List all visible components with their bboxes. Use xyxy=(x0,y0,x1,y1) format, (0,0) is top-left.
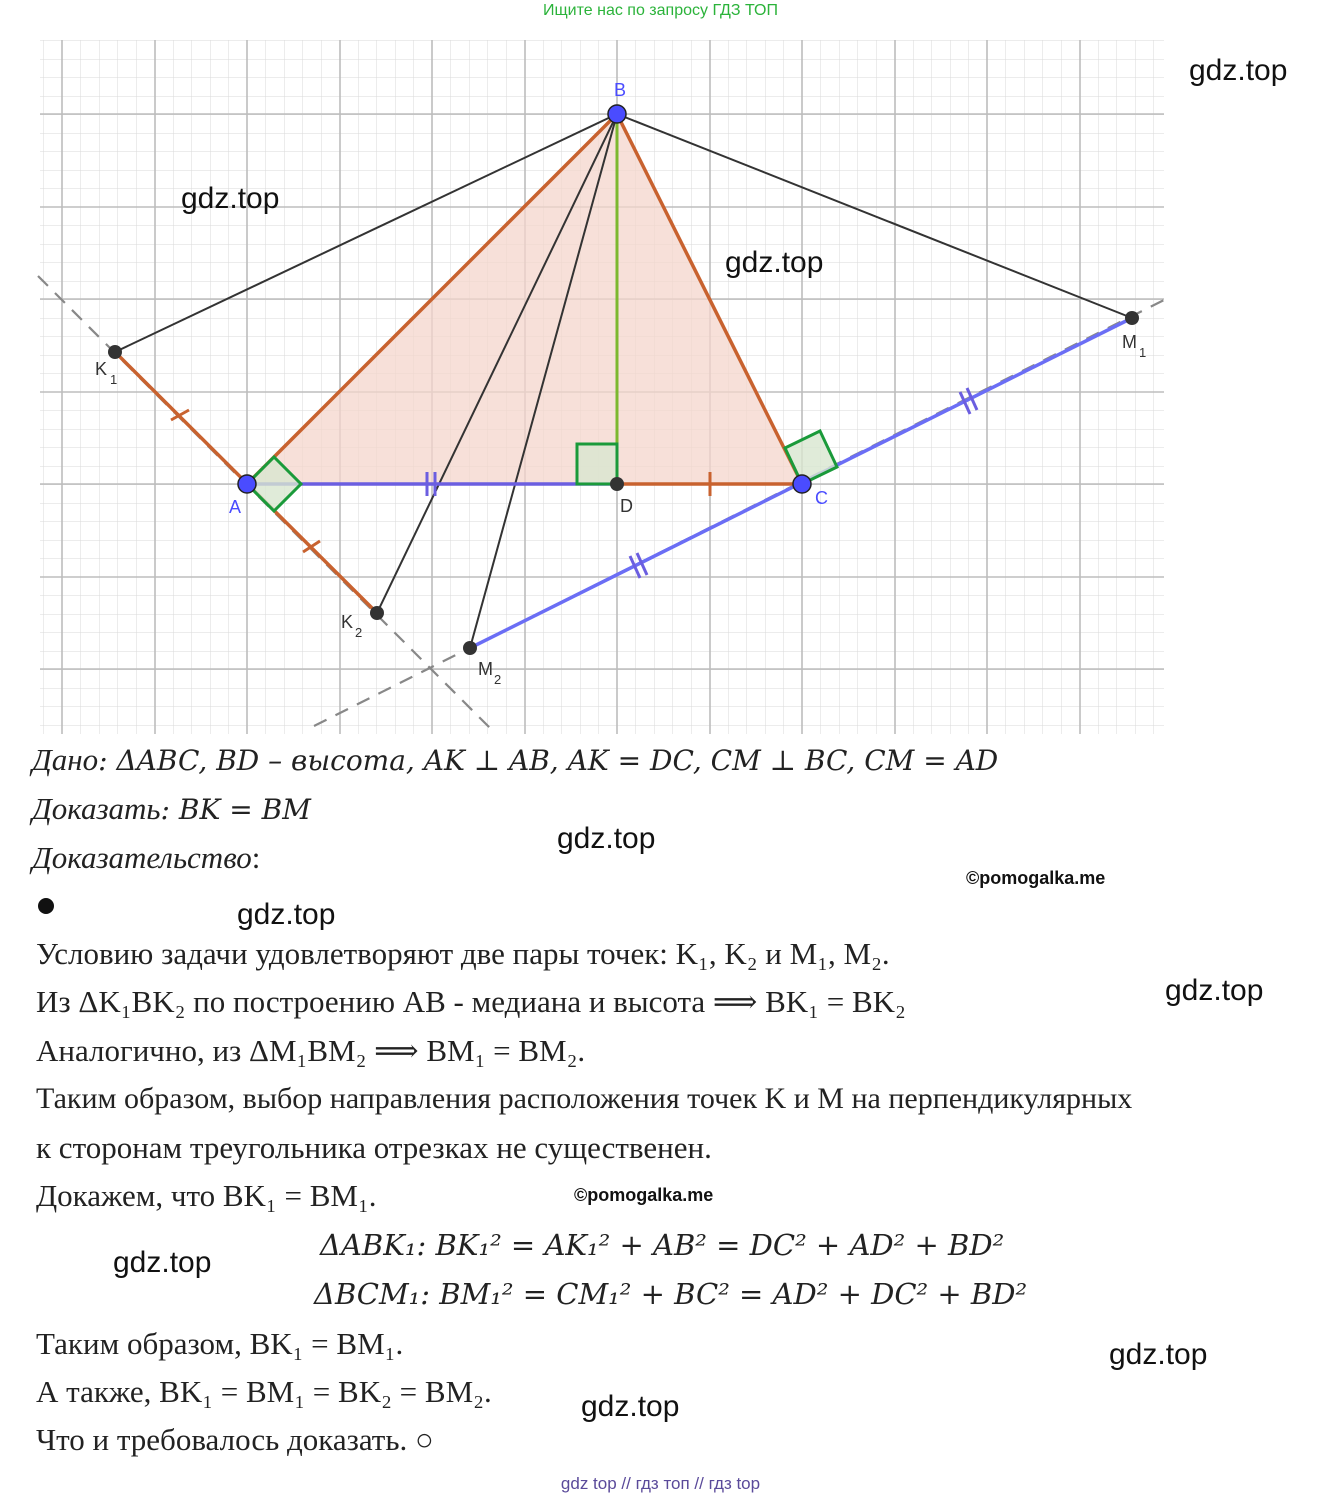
watermark: gdz.top xyxy=(237,898,336,931)
proof-colon: : xyxy=(251,840,261,875)
formula-bcm1: ΔBCM₁: BM₁² = CM₁² + BC² = AD² + DC² + BD² xyxy=(314,1277,1028,1311)
proof-line-8: А также, BK₁ = BM₁ = BK₂ = BM₂. xyxy=(36,1374,492,1409)
prove-line xyxy=(32,791,311,827)
prove-statement: : BK = BM xyxy=(160,793,311,826)
point-m2 xyxy=(463,641,477,655)
label-m2: M xyxy=(478,659,493,679)
bullet xyxy=(38,898,54,914)
proof-line-1: Условию задачи удовлетворяют две пары точек: K₁, K₂ и M₁, M₂. xyxy=(36,936,890,971)
point-k2 xyxy=(370,606,384,620)
label-k2: K xyxy=(341,612,354,632)
label-k1: K xyxy=(95,359,108,379)
point-m1 xyxy=(1125,311,1139,325)
proof-line-9: Что и требовалось доказать. ○ xyxy=(36,1422,434,1457)
label-k2-sub: 2 xyxy=(355,625,363,640)
proof-heading xyxy=(32,840,260,876)
watermark: gdz.top xyxy=(1165,974,1264,1007)
watermark: gdz.top xyxy=(113,1246,212,1279)
watermark: gdz.top xyxy=(181,182,280,215)
label-d: D xyxy=(620,496,633,516)
header-search-hint[interactable]: Ищите нас по запросу ГДЗ ТОП xyxy=(543,2,778,19)
geometry-figure xyxy=(0,0,1321,740)
proof-line-7: Таким образом, BK₁ = BM₁. xyxy=(36,1326,404,1361)
label-a: A xyxy=(229,497,242,517)
point-c xyxy=(793,475,811,493)
watermark: gdz.top xyxy=(1189,54,1288,87)
label-m2-sub: 2 xyxy=(494,672,502,687)
watermark: gdz.top xyxy=(557,822,656,855)
proof-label: Доказательство xyxy=(32,840,252,875)
footer-links[interactable]: gdz top // гдз топ // гдз top xyxy=(560,1474,761,1493)
label-b: B xyxy=(614,80,627,100)
proof-line-3: Аналогично, из ΔM₁BM₂ ⟹ BM₁ = BM₂. xyxy=(36,1033,586,1068)
copyright-mark: ©pomogalka.me xyxy=(574,1185,714,1205)
proof-line-2: Из ΔK₁BK₂ по построению AB - медиана и высота ⟹ BK₁ = BK₂ xyxy=(36,984,906,1019)
given-line xyxy=(32,742,998,778)
point-d xyxy=(610,477,624,491)
label-m1: M xyxy=(1122,332,1137,352)
point-a xyxy=(238,475,256,493)
label-k1-sub: 1 xyxy=(110,372,118,387)
point-k1 xyxy=(108,345,122,359)
prove-label: Доказать xyxy=(32,791,161,826)
watermark: gdz.top xyxy=(1109,1338,1208,1371)
given-statement: : ΔABC, BD – высота, AK ⊥ AB, AK = DC, CM ⊥ BC, CM = AD xyxy=(98,744,999,777)
copyright-mark: ©pomogalka.me xyxy=(966,868,1106,888)
watermark: gdz.top xyxy=(725,246,824,279)
proof-line-6: Докажем, что BK₁ = BM₁. xyxy=(36,1178,377,1213)
proof-line-4: Таким образом, выбор направления расположения точек K и M на перпендикулярных xyxy=(36,1082,1133,1115)
point-b xyxy=(608,105,626,123)
label-c: C xyxy=(815,488,828,508)
watermark: gdz.top xyxy=(581,1390,680,1423)
label-m1-sub: 1 xyxy=(1139,345,1147,360)
proof-line-5: к сторонам треугольника отрезках не существенен. xyxy=(36,1130,712,1165)
given-label: Дано xyxy=(32,742,99,777)
formula-abk1: ΔABK₁: BK₁² = AK₁² + AB² = DC² + AD² + BD² xyxy=(320,1228,1005,1262)
